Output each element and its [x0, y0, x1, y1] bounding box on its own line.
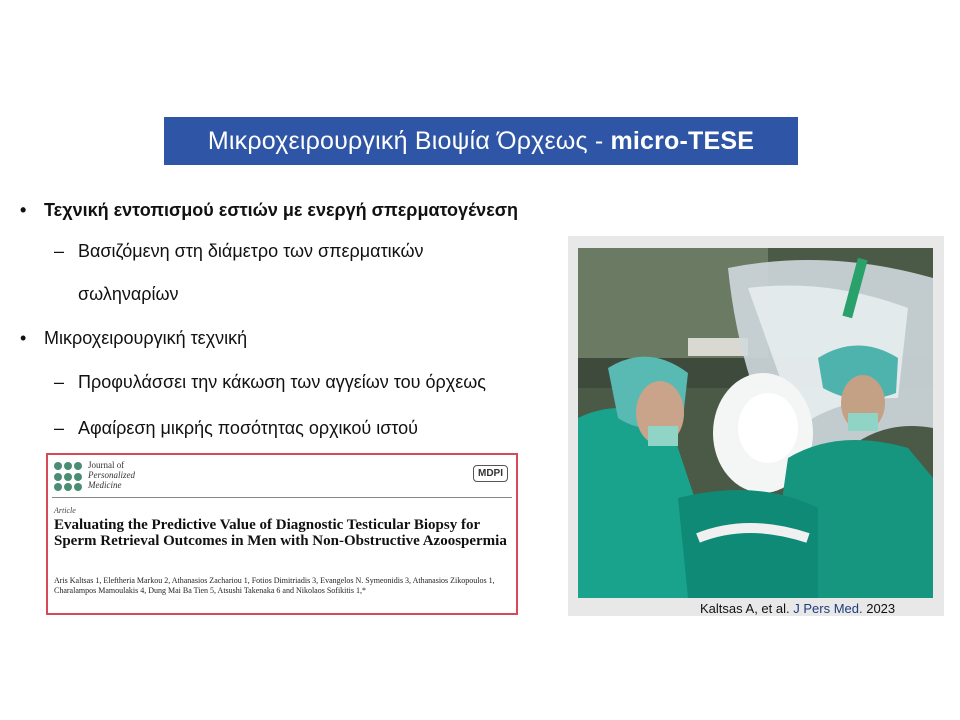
journal-name: [88, 460, 135, 490]
sub-bullet-2-1: [54, 372, 486, 393]
citation-authors: Kaltsas A, et al.: [700, 601, 790, 616]
slide-title-accent: micro-TESE: [610, 126, 755, 155]
bullet-item-2-text: Μικροχειρουργική τεχνική: [44, 328, 248, 348]
slide-title-main: Μικροχειρουργική Βιοψία Όρχεως -: [207, 126, 604, 155]
slide-title-banner: [164, 117, 798, 165]
paper-header-clipping: [46, 453, 518, 615]
paper-title: Evaluating the Predictive Value of Diagnostic Testicular Biopsy for Sperm Retrieval Outcomes in Men with Non-Obstructive Azoospermia: [54, 517, 507, 549]
dash-symbol: –: [54, 372, 65, 392]
article-type-label: Article: [54, 506, 76, 515]
journal-name-line2: Personalized: [88, 470, 135, 480]
sub-bullet-2-2-text: Αφαίρεση μικρής ποσότητας ορχικού ιστού: [78, 418, 419, 438]
sub-bullet-1-1-line2: σωληναρίων: [78, 284, 179, 304]
sub-bullet-2-1-text: Προφυλάσσει την κάκωση των αγγείων του όρχεως: [78, 372, 486, 392]
journal-logo-icon: [54, 462, 84, 492]
citation-year: 2023: [866, 601, 896, 616]
journal-name-prefix: Journal of: [88, 460, 125, 470]
citation-journal: J Pers Med.: [793, 601, 863, 616]
publisher-logo: MDPI: [473, 465, 508, 482]
photo-citation: [700, 601, 895, 616]
sub-bullet-2-2: [54, 418, 418, 439]
bullet-item-1: [20, 200, 518, 221]
bullet-symbol: •: [20, 328, 27, 348]
surgery-photo: [578, 248, 933, 598]
header-divider: [52, 497, 512, 498]
bullet-item-2: [20, 328, 247, 349]
sub-bullet-1-1-line1: Βασιζόμενη στη διάμετρο των σπερματικών: [78, 241, 424, 261]
dash-symbol: –: [54, 241, 65, 261]
surgery-photo-illustration: [578, 248, 933, 598]
sub-bullet-1-1: [54, 241, 424, 262]
bullet-item-1-text: Τεχνική εντοπισμού εστιών με ενεργή σπερματογένεση: [44, 200, 519, 220]
bullet-symbol: •: [20, 200, 27, 220]
dash-symbol: –: [54, 418, 65, 438]
sub-bullet-1-1-continuation: [78, 284, 179, 305]
paper-authors: Aris Kaltsas 1, Eleftheria Markou 2, Athanasios Zachariou 1, Fotios Dimitriadis 3, Evangelos N. Symeonidis 3, Athanasios Zikopoulos 1, Charalampos Mamoulakis 4, Dung Mai Ba Tien 5, Atsushi Takenaka 6 and Nikolaos Sofikitis 1,*: [54, 576, 495, 595]
journal-name-line3: Medicine: [88, 480, 122, 490]
surgery-photo-frame: [568, 236, 944, 616]
